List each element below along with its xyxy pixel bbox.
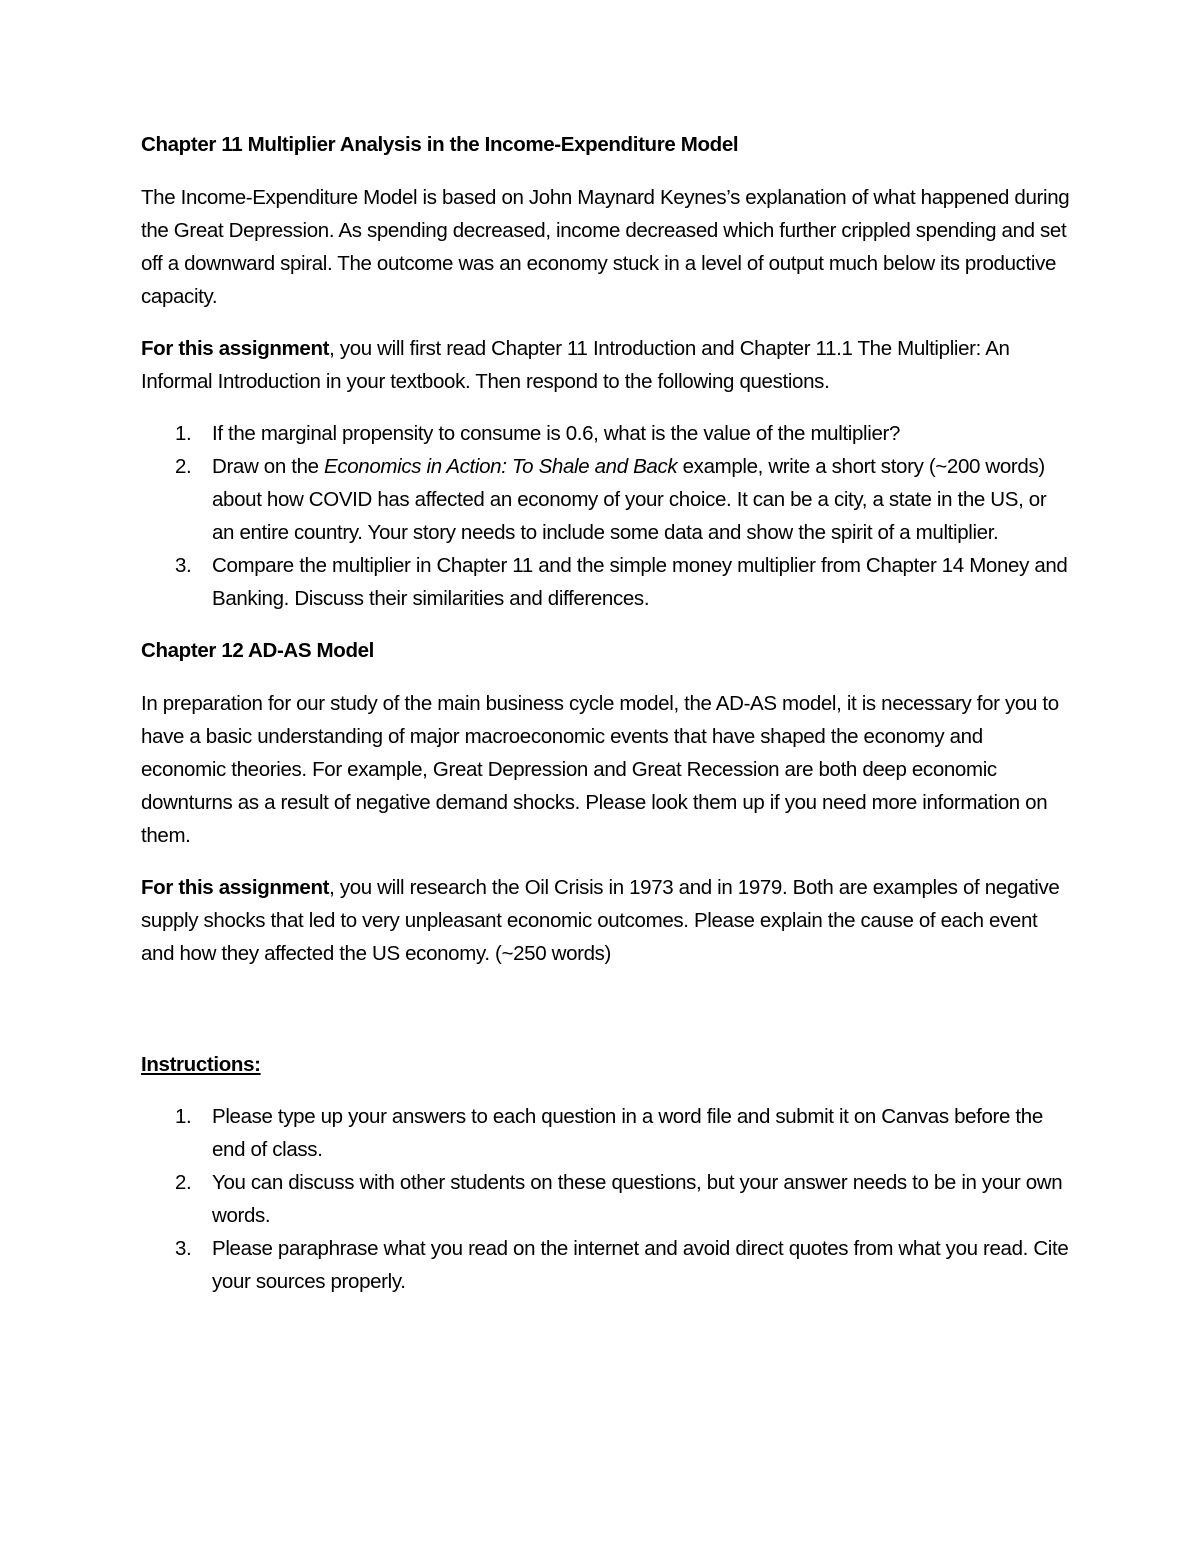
chapter-12-assignment bbox=[141, 871, 1071, 970]
question-text-post: example, write a short story (~200 words) about how COVID has affected an economy of your choice. It can be a city, a state in the US, or an entire country. Your story needs to include some data and show the spirit of a multiplier. bbox=[212, 455, 1047, 544]
list-item bbox=[141, 1100, 1071, 1166]
instructions-heading: Instructions: bbox=[141, 1053, 261, 1076]
chapter-11-heading: Chapter 11 Multiplier Analysis in the Income-Expenditure Model bbox=[141, 133, 739, 156]
instruction-text: Please type up your answers to each question in a word file and submit it on Canvas before the end of class. bbox=[212, 1105, 1043, 1161]
document-page bbox=[141, 128, 1071, 1317]
list-item bbox=[141, 450, 1071, 549]
chapter-11-questions bbox=[141, 417, 1071, 615]
chapter-12-heading: Chapter 12 AD-AS Model bbox=[141, 639, 375, 662]
textbook-example-title: Economics in Action: To Shale and Back bbox=[324, 455, 678, 478]
instruction-text: You can discuss with other students on these questions, but your answer needs to be in your own words. bbox=[212, 1171, 1063, 1227]
chapter-12-intro: In preparation for our study of the main business cycle model, the AD-AS model, it is necessary for you to have a basic understanding of major macroeconomic events that have shaped the economy and economic theories. For example, Great Depression and Great Recession are both deep economic downturns as a result of negative demand shocks. Please look them up if you need more information on them. bbox=[141, 692, 1059, 847]
assignment-text: , you will first read Chapter 11 Introduction and Chapter 11.1 The Multiplier: An Informal Introduction in your textbook. Then respond to the following questions. bbox=[141, 337, 1010, 393]
list-number: 1. bbox=[175, 1105, 192, 1128]
chapter-11-assignment bbox=[141, 332, 1071, 398]
list-number: 2. bbox=[175, 1171, 192, 1194]
question-text: Compare the multiplier in Chapter 11 and the simple money multiplier from Chapter 14 Money and Banking. Discuss their similarities and differences. bbox=[212, 554, 1068, 610]
list-number: 2. bbox=[175, 455, 192, 478]
assignment-lead: For this assignment bbox=[141, 337, 330, 360]
instructions-list bbox=[141, 1100, 1071, 1298]
list-item bbox=[141, 1166, 1071, 1232]
list-item bbox=[141, 1232, 1071, 1298]
list-number: 1. bbox=[175, 422, 192, 445]
question-text: If the marginal propensity to consume is 0.6, what is the value of the multiplier? bbox=[212, 422, 901, 445]
assignment-text: , you will research the Oil Crisis in 1973 and in 1979. Both are examples of negative supply shocks that led to very unpleasant economic outcomes. Please explain the cause of each event and how they affected the US economy. (~250 words) bbox=[141, 876, 1060, 965]
list-number: 3. bbox=[175, 1237, 192, 1260]
list-number: 3. bbox=[175, 554, 192, 577]
instruction-text: Please paraphrase what you read on the internet and avoid direct quotes from what you read. Cite your sources properly. bbox=[212, 1237, 1069, 1293]
list-item bbox=[141, 417, 1071, 450]
chapter-11-intro: The Income-Expenditure Model is based on John Maynard Keynes’s explanation of what happened during the Great Depression. As spending decreased, income decreased which further crippled spending and set off a downward spiral. The outcome was an economy stuck in a level of output much below its productive capacity. bbox=[141, 186, 1070, 308]
list-item bbox=[141, 549, 1071, 615]
question-text-pre: Draw on the bbox=[212, 455, 325, 478]
assignment-lead: For this assignment bbox=[141, 876, 330, 899]
